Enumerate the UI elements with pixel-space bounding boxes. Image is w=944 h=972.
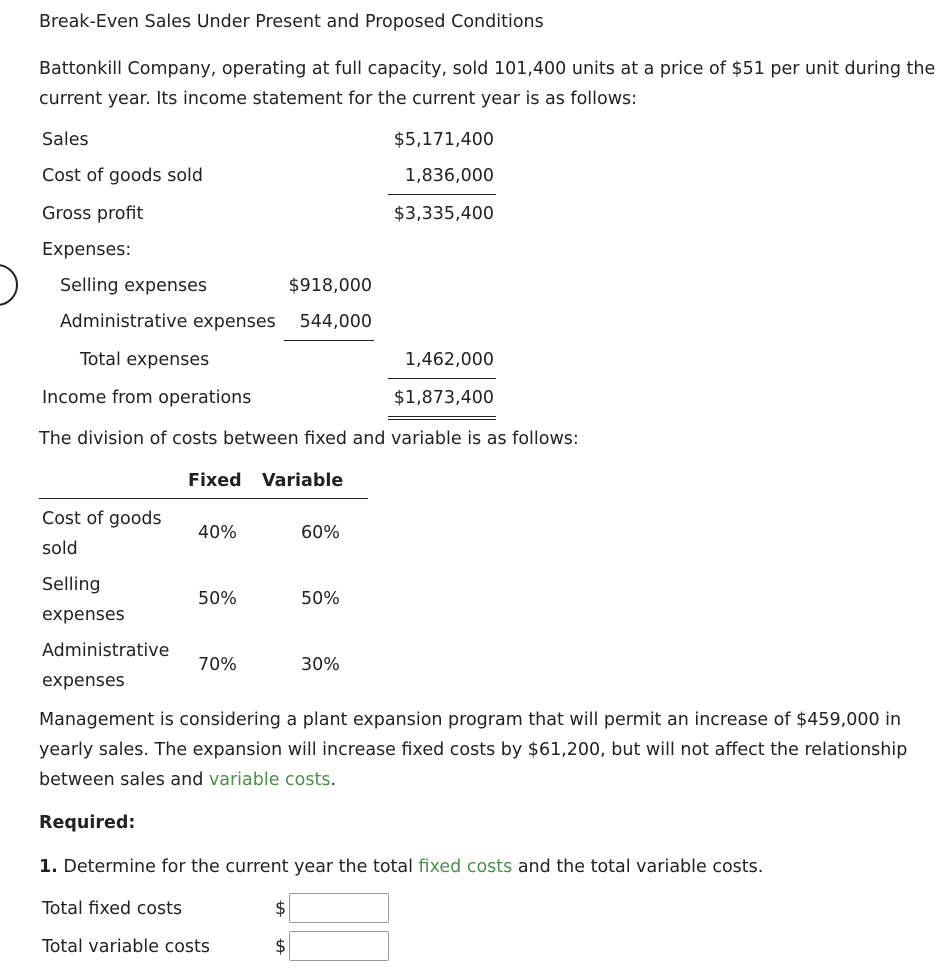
cogs-label: Cost of goods sold: [42, 166, 204, 186]
gross-profit-label: Gross profit: [42, 204, 144, 224]
total-expenses-label: Total expenses: [80, 350, 210, 370]
question-1: [39, 857, 763, 877]
cogs-underline: [388, 194, 496, 195]
variable-dollar-sign: $: [275, 937, 287, 957]
total-expenses-value: 1,462,000: [404, 350, 494, 370]
row-variable: 30%: [301, 655, 340, 675]
question-number: 1.: [39, 857, 58, 877]
fixed-costs-link[interactable]: fixed costs: [418, 857, 513, 877]
income-from-operations-value: $1,873,400: [393, 388, 494, 408]
management-paragraph: [39, 705, 939, 795]
header-underline: [39, 498, 368, 499]
left-nav-circle-icon: [0, 264, 18, 306]
selling-expenses-value: $918,000: [288, 276, 372, 296]
total-expenses-underline: [388, 378, 496, 379]
intro-paragraph: Battonkill Company, operating at full capacity, sold 101,400 units at a price of $51 per unit during the current year. Its income statement for the current year is as follows:: [39, 59, 936, 109]
sales-value: $5,171,400: [393, 130, 494, 150]
row-fixed: 70%: [198, 655, 237, 675]
total-fixed-costs-input[interactable]: [289, 893, 389, 923]
required-label: Required:: [39, 813, 136, 833]
variable-costs-link[interactable]: variable costs: [208, 770, 331, 790]
total-variable-label: Total variable costs: [42, 937, 211, 957]
row-variable: 50%: [301, 589, 340, 609]
management-text: Management is considering a plant expansion program that will permit an increase of $459,000 in yearly sales. The expansion will increase fixed costs by $61,200, but will not affect the relationship between sales and: [39, 710, 908, 790]
row-fixed: 40%: [198, 523, 237, 543]
row-fixed: 50%: [198, 589, 237, 609]
row-label-line1: Administrative: [42, 641, 170, 661]
cogs-value: 1,836,000: [404, 166, 494, 186]
row-label-line2: sold: [42, 539, 78, 559]
page-title: Break-Even Sales Under Present and Proposed Conditions: [39, 12, 544, 32]
gross-profit-value: $3,335,400: [393, 204, 494, 224]
admin-underline: [284, 340, 374, 341]
income-from-operations-label: Income from operations: [42, 388, 252, 408]
expenses-label: Expenses:: [42, 240, 132, 260]
admin-expenses-label: Administrative expenses: [60, 312, 276, 332]
header-variable: Variable: [262, 471, 344, 491]
question-text-end: and the total variable costs.: [512, 857, 764, 877]
header-fixed: Fixed: [188, 471, 242, 491]
income-double-underline: [388, 416, 496, 420]
row-label-line2: expenses: [42, 605, 125, 625]
division-intro: The division of costs between fixed and variable is as follows:: [39, 429, 579, 449]
row-variable: 60%: [301, 523, 340, 543]
fixed-dollar-sign: $: [275, 899, 287, 919]
total-fixed-label: Total fixed costs: [42, 899, 183, 919]
selling-expenses-label: Selling expenses: [60, 276, 208, 296]
row-label-line1: Selling: [42, 575, 101, 595]
total-variable-costs-input[interactable]: [289, 931, 389, 961]
sales-label: Sales: [42, 130, 89, 150]
row-label-line2: expenses: [42, 671, 125, 691]
question-text: Determine for the current year the total: [57, 857, 419, 877]
management-text-end: .: [330, 770, 337, 790]
row-label-line1: Cost of goods: [42, 509, 162, 529]
admin-expenses-value: 544,000: [299, 312, 372, 332]
